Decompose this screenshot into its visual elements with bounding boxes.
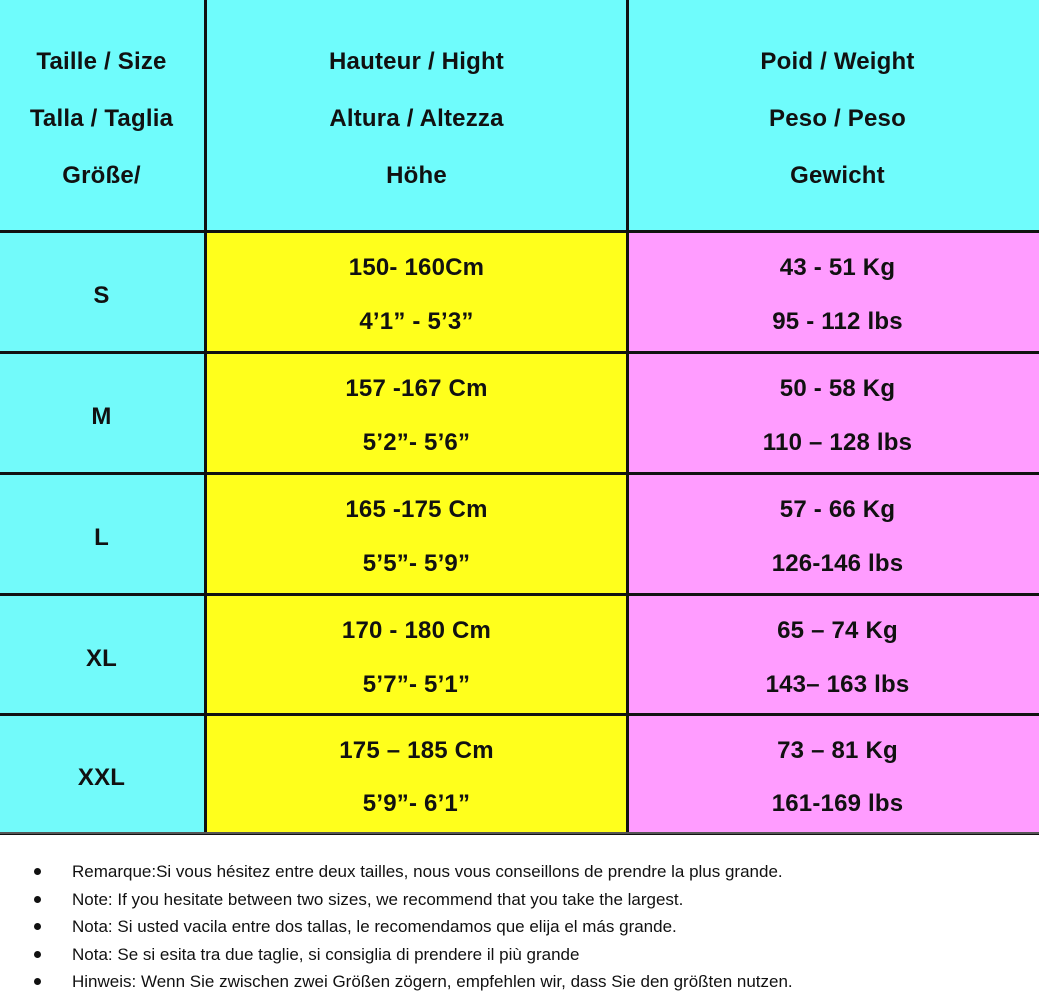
- note-text: Nota: Si usted vacila entre dos tallas, le recomendamos que elija el más grande.: [72, 917, 677, 936]
- note-item: [0, 941, 1039, 969]
- weight-cell-s: [629, 233, 1039, 354]
- weight-kg: 65 – 74 Kg: [777, 617, 898, 644]
- height-cm: 175 – 185 Cm: [339, 737, 494, 764]
- header-weight: [629, 0, 1039, 233]
- size-label: L: [94, 524, 109, 551]
- header-height-line: Hauteur / Hight: [329, 48, 504, 75]
- weight-lbs: 110 – 128 lbs: [762, 429, 913, 456]
- size-label: M: [91, 403, 112, 430]
- note-item: [0, 968, 1039, 996]
- note-text: Remarque:Si vous hésitez entre deux tailles, nous vous conseillons de prendre la plus grande.: [72, 862, 783, 881]
- height-cm: 170 - 180 Cm: [341, 617, 492, 644]
- bullet-icon: [34, 896, 41, 903]
- notes-list: [0, 858, 1039, 996]
- height-cell-m: [207, 354, 629, 475]
- note-item: [0, 858, 1039, 886]
- weight-kg: 43 - 51 Kg: [779, 254, 896, 281]
- header-size: [0, 0, 207, 233]
- height-cell-l: [207, 475, 629, 596]
- height-cell-s: [207, 233, 629, 354]
- weight-lbs: 143– 163 lbs: [765, 670, 910, 698]
- height-cm: 165 -175 Cm: [345, 496, 488, 523]
- size-cell-s: [0, 233, 207, 354]
- height-cm: 150- 160Cm: [348, 254, 485, 281]
- height-ft: 5’9”- 6’1”: [362, 790, 471, 817]
- height-ft: 4’1” - 5’3”: [359, 308, 474, 335]
- header-weight-line: Peso / Peso: [769, 105, 906, 132]
- weight-lbs: 161-169 lbs: [771, 790, 904, 817]
- size-label: XXL: [77, 764, 126, 791]
- weight-lbs: 126-146 lbs: [771, 550, 904, 577]
- weight-cell-xxl: [629, 716, 1039, 835]
- height-ft: 5’7”- 5’1”: [362, 670, 471, 698]
- height-cm: 157 -167 Cm: [345, 375, 488, 402]
- header-size-line: Größe/: [62, 162, 141, 189]
- weight-lbs: 95 - 112 lbs: [772, 308, 903, 335]
- header-size-line: Talla / Taglia: [29, 105, 174, 132]
- size-label: S: [93, 282, 110, 309]
- weight-kg: 57 - 66 Kg: [779, 496, 896, 523]
- weight-cell-m: [629, 354, 1039, 475]
- bullet-icon: [34, 978, 41, 985]
- header-height: [207, 0, 629, 233]
- weight-cell-xl: [629, 596, 1039, 716]
- weight-cell-l: [629, 475, 1039, 596]
- header-height-line: Altura / Altezza: [329, 105, 504, 132]
- size-cell-m: [0, 354, 207, 475]
- height-cell-xl: [207, 596, 629, 716]
- bullet-icon: [34, 923, 41, 930]
- size-cell-xxl: [0, 716, 207, 835]
- height-ft: 5’5”- 5’9”: [362, 550, 471, 577]
- size-cell-l: [0, 475, 207, 596]
- header-weight-line: Gewicht: [790, 162, 885, 189]
- header-weight-line: Poid / Weight: [760, 48, 915, 75]
- note-item: [0, 886, 1039, 914]
- note-text: Hinweis: Wenn Sie zwischen zwei Größen zögern, empfehlen wir, dass Sie den größten nutzen.: [72, 972, 793, 991]
- table-bottom-rule: [0, 832, 1039, 834]
- height-cell-xxl: [207, 716, 629, 835]
- note-text: Note: If you hesitate between two sizes, we recommend that you take the largest.: [72, 889, 684, 909]
- height-ft: 5’2”- 5’6”: [362, 429, 471, 456]
- size-cell-xl: [0, 596, 207, 716]
- weight-kg: 73 – 81 Kg: [777, 737, 898, 764]
- header-height-line: Höhe: [386, 162, 447, 189]
- bullet-icon: [34, 951, 41, 958]
- note-text: Nota: Se si esita tra due taglie, si consiglia di prendere il più grande: [72, 944, 580, 964]
- header-size-line: Taille / Size: [36, 48, 167, 75]
- size-label: XL: [85, 644, 118, 672]
- note-item: [0, 913, 1039, 941]
- weight-kg: 50 - 58 Kg: [779, 375, 896, 402]
- bullet-icon: [34, 868, 41, 875]
